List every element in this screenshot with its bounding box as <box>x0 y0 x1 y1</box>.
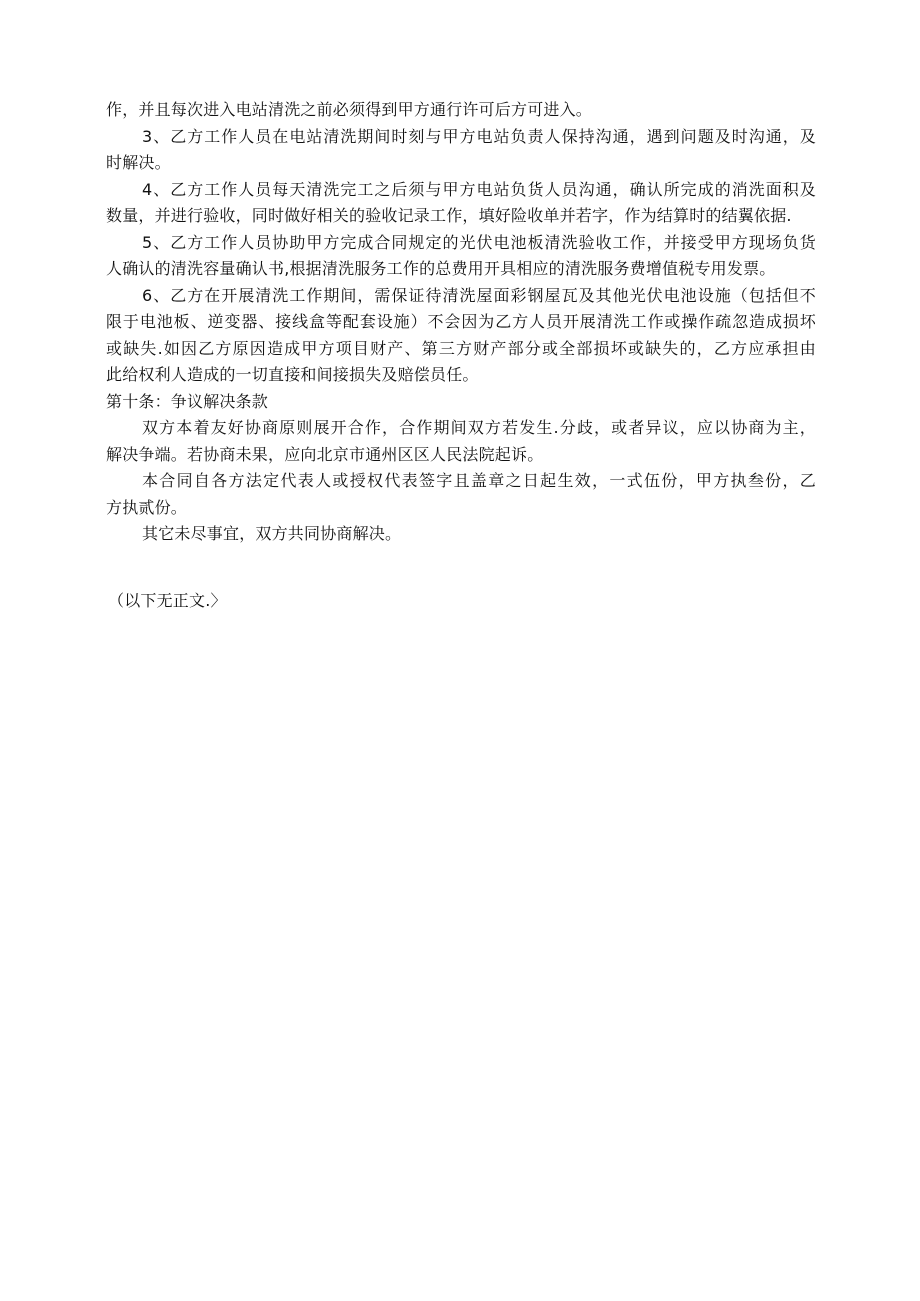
text-line: 或缺失.如因乙方原因造成甲方项目财产、第三方财产部分或全部损坏或缺失的，乙方应承担由 <box>106 338 816 358</box>
closing-note: （以下无正文.〉 <box>108 590 227 610</box>
section-heading: 第十条：争议解决条款 <box>106 391 269 411</box>
spacer <box>106 548 816 588</box>
text-line: 6、乙方在开展清洗工作期间，需保证待清洗屋面彩钢屋瓦及其他光伏电池设施（包括但不 <box>142 285 816 305</box>
text-line: 作，并且每次进入电站清洗之前必须得到甲方通行许可后方可进入。 <box>106 100 593 119</box>
text-line: 双方本着友好协商原则展开合作，合作期间双方若发生.分歧，或者异议，应以协商为主， <box>142 418 816 437</box>
text-line: 时解决。 <box>106 153 171 172</box>
text-line: 本合同自各方法定代表人或授权代表签字且盖章之日起生效，一式伍份，甲方执叁份，乙 <box>142 471 816 490</box>
text-line: 解决争端。若协商未果，应向北京市通州区区人民法院起诉。 <box>106 444 544 464</box>
text-line: 数量，并进行验收，同时做好相关的验收记录工作，填好险收单并若字，作为结算时的结翼依据. <box>106 206 792 225</box>
text-line: 人确认的清洗容量确认书,根据清洗服务工作的总费用开具相应的清洗服务费增值税专用发票。 <box>106 259 776 278</box>
text-line: 5、乙方工作人员协助甲方完成合同规定的光伏电池板清洗验收工作，并接受甲方现场负货 <box>142 232 816 252</box>
text-line: 3、乙方工作人员在电站清洗期间时刻与甲方电站负责人保持沟通，遇到问题及时沟通，及 <box>142 126 816 146</box>
document-page <box>106 97 816 614</box>
text-line: 方执贰份。 <box>106 497 188 517</box>
text-line: 4、乙方工作人员每天清洗完工之后须与甲方电站负货人员沟通，确认所完成的消洗面积及 <box>142 179 816 199</box>
text-line: 此给权利人造成的一切直接和间接损失及赔偿员任。 <box>106 365 479 384</box>
text-line: 限于电池板、逆变器、接线盒等配套设施）不会因为乙方人员开展清洗工作或操作疏忽造成损坏 <box>106 312 816 331</box>
text-line: 其它未尽事宜，双方共同协商解决。 <box>142 524 402 543</box>
